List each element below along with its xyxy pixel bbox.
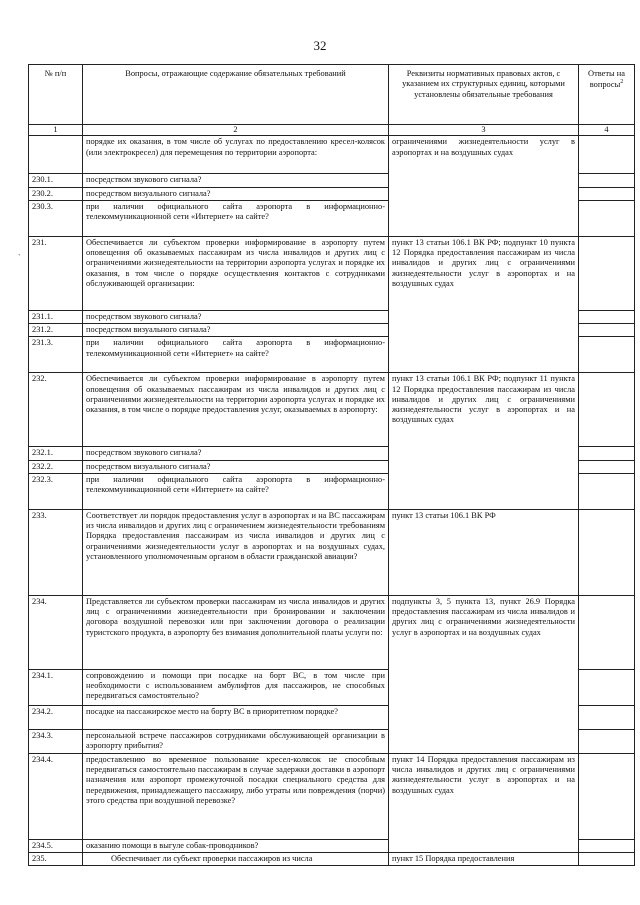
question-text: при наличии официального сайта аэропорта в информационно-телекоммуникационной сети «Интернет» на сайте?	[83, 337, 389, 373]
header-col-references: Реквизиты нормативных правовых актов, с указанием их структурных единиц, которыми установлены обязательные требования	[389, 65, 579, 125]
header-col-number: № п/п	[29, 65, 83, 125]
question-text: посредством звукового сигнала?	[83, 310, 389, 323]
question-text: Соответствует ли порядок предоставления услуг в аэропортах и на ВС пассажирам из числа инвалидов и других лиц с ограничением жизнедеятельности требованиям Порядка предоставления пассажирам из числа инвалидов и других лиц с ограничениями жизнедеятельности услуг в аэропортах и на воздушных судах, установленного уполномоченным органом в области гражданской авиации?	[83, 509, 389, 595]
row-number	[29, 136, 83, 174]
column-number: 4	[579, 125, 635, 136]
question-text: Обеспечивает ли субъект проверки пассажиров из числа	[83, 853, 389, 866]
answer-cell	[579, 337, 635, 373]
row-number: 232.3.	[29, 473, 83, 509]
table-row	[29, 853, 635, 866]
answer-cell	[579, 324, 635, 337]
row-number: 232.2.	[29, 460, 83, 473]
reference-text: подпункты 3, 5 пункта 13, пункт 26.9 Порядка предоставления пассажирам из числа инвалидов и других лиц с ограничениями жизнедеятельности услуг в аэропортах и на воздушных судах	[389, 595, 579, 753]
answer-cell	[579, 473, 635, 509]
question-text: сопровождению и помощи при посадке на борт ВС, в том числе при необходимости с использованием амбулифтов для пассажиров, не способных передвигаться самостоятельно?	[83, 669, 389, 705]
reference-text: пункт 13 статьи 106.1 ВК РФ; подпункт 10 пункта 12 Порядка предоставления пассажирам из числа инвалидов и других лиц с ограничениями жизнедеятельности услуг в аэропортах и на воздушных судах	[389, 236, 579, 373]
requirements-table	[28, 64, 635, 866]
question-text: посредством визуального сигнала?	[83, 324, 389, 337]
question-text: Представляется ли субъектом проверки пассажирам из числа инвалидов и других лиц с ограничениями жизнедеятельности при бронировании и заключении договора воздушной перевозки или при заключении договора о реализации туристского продукта, в аэропорту без взимания дополнительной платы услуги по:	[83, 595, 389, 669]
answer-cell	[579, 136, 635, 174]
answer-cell	[579, 373, 635, 447]
header-col-questions: Вопросы, отражающие содержание обязательных требований	[83, 65, 389, 125]
reference-text: пункт 13 статьи 106.1 ВК РФ; подпункт 11 пункта 12 Порядка предоставления пассажирам из числа инвалидов и других лиц с ограничениями жизнедеятельности услуг в аэропортах и на воздушных судах	[389, 373, 579, 510]
answer-cell	[579, 174, 635, 187]
reference-text: пункт 15 Порядка предоставления	[389, 853, 579, 866]
table-row	[29, 595, 635, 669]
question-text: посредством звукового сигнала?	[83, 174, 389, 187]
row-number: 231.	[29, 236, 83, 310]
answer-cell	[579, 236, 635, 310]
question-text: при наличии официального сайта аэропорта в информационно-телекоммуникационной сети «Интернет» на сайте?	[83, 473, 389, 509]
row-number: 230.2.	[29, 187, 83, 200]
question-text: персональной встрече пассажиров сотрудниками обслуживающей организации в аэропорту прибытия?	[83, 729, 389, 753]
answer-cell	[579, 460, 635, 473]
question-text: оказанию помощи в выгуле собак-проводников?	[83, 839, 389, 852]
header-col-answers	[579, 65, 635, 125]
page-number: 32	[313, 38, 327, 53]
row-number: 231.2.	[29, 324, 83, 337]
row-number: 234.3.	[29, 729, 83, 753]
row-number: 234.	[29, 595, 83, 669]
row-number: 234.4.	[29, 753, 83, 839]
table-row	[29, 509, 635, 595]
reference-text: пункт 14 Порядка предоставления пассажирам из числа инвалидов и других лиц с ограничениями жизнедеятельности услуг в аэропортах и на воздушных судах	[389, 753, 579, 852]
table-row	[29, 236, 635, 310]
row-number: 230.1.	[29, 174, 83, 187]
question-text: при наличии официального сайта аэропорта в информационно-телекоммуникационной сети «Интернет» на сайте?	[83, 200, 389, 236]
column-number: 3	[389, 125, 579, 136]
row-number: 234.2.	[29, 705, 83, 729]
margin-mark: `	[18, 253, 21, 262]
question-text: посредством визуального сигнала?	[83, 460, 389, 473]
answer-cell	[579, 669, 635, 705]
answer-cell	[579, 839, 635, 852]
row-number: 233.	[29, 509, 83, 595]
row-number: 232.1.	[29, 447, 83, 460]
answer-cell	[579, 310, 635, 323]
answer-cell	[579, 187, 635, 200]
answer-cell	[579, 595, 635, 669]
table-row	[29, 136, 635, 174]
row-number: 231.1.	[29, 310, 83, 323]
question-text: посадке на пассажирское место на борту ВС в приоритетном порядке?	[83, 705, 389, 729]
row-number: 232.	[29, 373, 83, 447]
answer-cell	[579, 853, 635, 866]
row-number: 231.3.	[29, 337, 83, 373]
column-number: 2	[83, 125, 389, 136]
question-text: порядке их оказания, в том числе об услугах по предоставлению кресел-колясок (или электрокресел) для перемещения по территории аэропорта:	[83, 136, 389, 174]
column-numbers-row	[29, 125, 635, 136]
table-row	[29, 373, 635, 447]
table-row	[29, 753, 635, 839]
question-text: Обеспечивается ли субъектом проверки информирование в аэропорту путем оповещения об оказываемых пассажирам из числа инвалидов и других лиц с ограничениями жизнедеятельности на территории аэропорта услугах и порядке их оказания, в том числе о порядке предоставления услуг, оказываемых в аэропорту:	[83, 373, 389, 447]
answer-cell	[579, 200, 635, 236]
question-text: посредством звукового сигнала?	[83, 447, 389, 460]
question-text: Обеспечивается ли субъектом проверки информирование в аэропорту путем оповещения об оказываемых пассажирам из числа инвалидов и других лиц с ограничениями жизнедеятельности на территории аэропорта услугах и порядке их оказания, в том числе о порядке осуществления контактов с сотрудниками обслуживающей организации:	[83, 236, 389, 310]
reference-text: пункт 13 статьи 106.1 ВК РФ	[389, 509, 579, 595]
answer-cell	[579, 729, 635, 753]
answer-cell	[579, 705, 635, 729]
answer-cell	[579, 509, 635, 595]
footnote-marker: 2	[620, 79, 624, 86]
question-text: посредством визуального сигнала?	[83, 187, 389, 200]
row-number: 230.3.	[29, 200, 83, 236]
table-header-row	[29, 65, 635, 125]
row-number: 234.5.	[29, 839, 83, 852]
row-number: 234.1.	[29, 669, 83, 705]
reference-text: ограничениями жизнедеятельности услуг в аэропортах и на воздушных судах	[389, 136, 579, 237]
row-number: 235.	[29, 853, 83, 866]
answer-cell	[579, 447, 635, 460]
answer-cell	[579, 753, 635, 839]
header-col-answers-text: Ответы на вопросы	[588, 69, 625, 90]
column-number: 1	[29, 125, 83, 136]
question-text: предоставлению во временное пользование кресел-колясок не способным передвигаться самостоятельно пассажирам в случае задержки доставки в аэропорт назначения или аэропорт промежуточной посадки специального средства для передвижения, принадлежащего пассажиру, либо утраты или повреждения (порчи) этого средства при воздушной перевозке?	[83, 753, 389, 839]
